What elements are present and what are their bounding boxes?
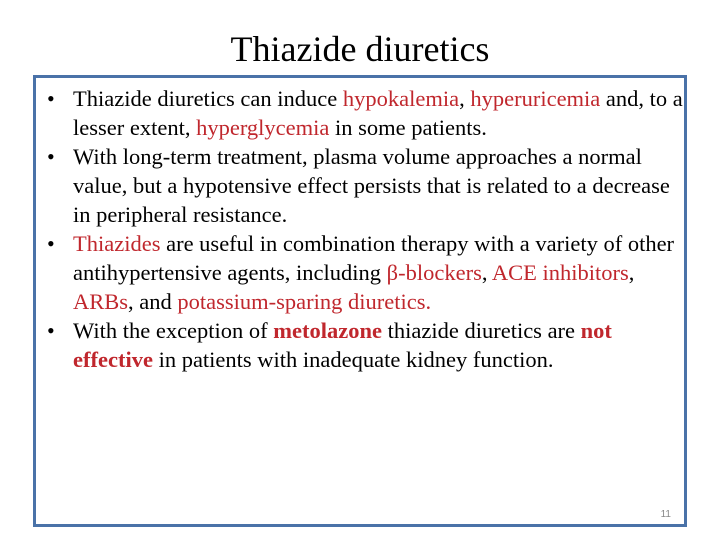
bullet-text-segment: in patients with inadequate kidney function.: [152, 347, 554, 372]
term-not-effective: not effective: [73, 318, 612, 372]
term-thiazides: Thiazides: [73, 231, 161, 256]
term-hypokalemia: hypokalemia: [342, 86, 460, 111]
bullet-text-segment: , and: [128, 289, 178, 314]
term-hyperglycemia: hyperglycemia: [196, 115, 330, 140]
term-metolazone: metolazone: [273, 318, 382, 343]
slide-title: Thiazide diuretics: [230, 29, 490, 69]
bullet-text-segment: With long-term treatment, plasma volume approaches a normal value, but a hypotensive effect persists that is related to a decrease in peripheral resistance.: [73, 144, 670, 227]
bullet-text-segment: .: [425, 289, 432, 314]
bullet-text-segment: ,: [628, 260, 635, 285]
bullet-text-segment: thiazide diuretics are: [382, 318, 581, 343]
bullet-text-segment: ,: [481, 260, 492, 285]
bullet-icon: •: [47, 144, 55, 169]
bullet-text-segment: ,: [459, 86, 471, 111]
bullet-icon: •: [47, 231, 55, 256]
page-number: 11: [660, 509, 671, 520]
term-arbs: ARBs: [73, 289, 129, 314]
bullet-list: [44, 84, 692, 374]
bullet-text-segment: With the exception of: [73, 318, 274, 343]
bullet-text-segment: and, to a lesser extent,: [73, 86, 683, 140]
bullet-item: [44, 229, 692, 316]
bullet-item: [44, 142, 692, 229]
term-beta-blockers: β-blockers: [386, 260, 482, 285]
bullet-text-segment: Thiazide diuretics can induce: [73, 86, 343, 111]
bullet-text-segment: in some patients.: [329, 115, 487, 140]
bullet-item: [44, 316, 692, 374]
term-hyperuricemia: hyperuricemia: [470, 86, 601, 111]
bullet-item: [44, 84, 692, 142]
bullet-icon: •: [47, 318, 55, 343]
bullet-icon: •: [47, 86, 55, 111]
content-box: [33, 75, 687, 527]
term-potassium-sparing-diuretics: potassium-sparing diuretics: [177, 289, 426, 314]
term-ace-inhibitors: ACE inhibitors: [491, 260, 629, 285]
bullet-text-segment: are useful in combination therapy with a variety of other antihypertensive agents, including: [73, 231, 675, 285]
